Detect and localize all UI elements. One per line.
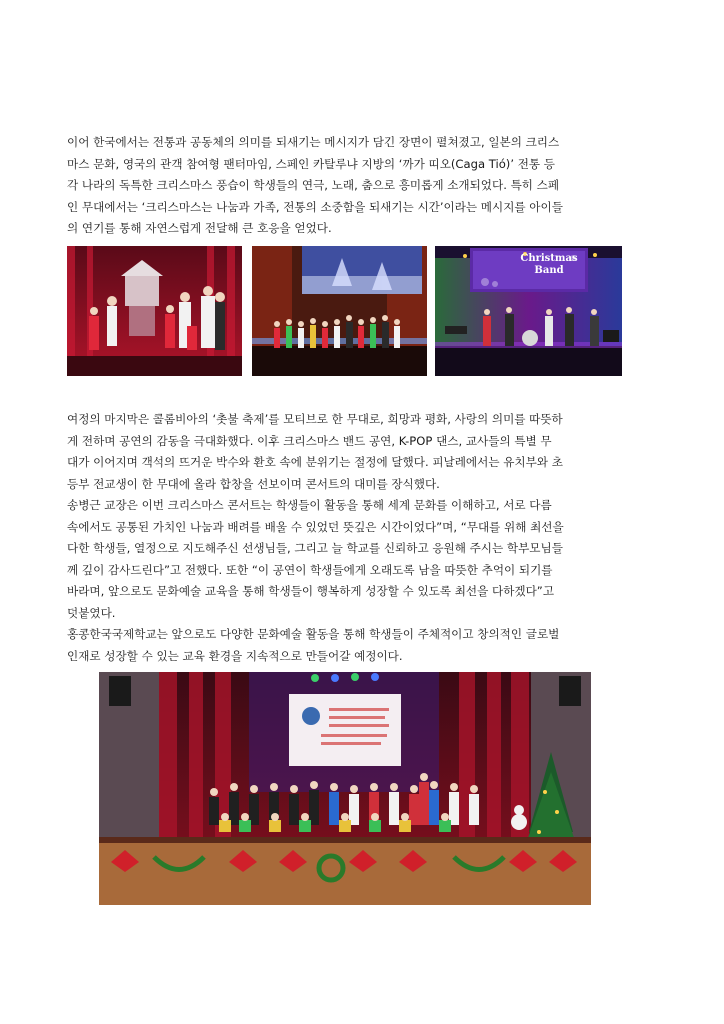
text-line: 홍콩한국국제학교는 앞으로도 다양한 문화예술 활동을 통해 학생들이 주체적이고 창의적인 글로벌	[67, 627, 560, 641]
text-line: 송병근 교장은 이번 크리스마스 콘서트는 학생들이 활동을 통해 세계 문화를 이해하고, 서로 다름	[67, 498, 552, 512]
photo-stage-play	[67, 246, 242, 376]
photo-group-finale	[99, 672, 591, 905]
photo-christmas-band	[435, 246, 622, 376]
text-line: 속에서도 공통된 가치인 나눔과 배려를 배울 수 있었던 뜻깊은 시간이었다”며, “무대를 위해 최선을	[67, 519, 564, 534]
text-line: 바라며, 앞으로도 문화예술 교육을 통해 학생들이 행복하게 성장할 수 있도록 최선을 다하겠다”고	[67, 584, 555, 598]
text-line: 이어 한국에서는 전통과 공동체의 의미를 되새기는 메시지가 담긴 장면이 펼쳐졌고, 일본의 크리스	[67, 135, 560, 149]
band-banner	[493, 250, 605, 290]
text-line: 여정의 마지막은 콜롬비아의 ‘촛불 축제’를 모티브로 한 무대로, 희망과 평화, 사랑의 의미를 따뜻하	[67, 412, 563, 426]
text-line: 의 연기를 통해 자연스럽게 전달해 큰 호응을 얻었다.	[67, 221, 332, 235]
photo-winter-stage	[252, 246, 427, 376]
text-line: 등부 전교생이 한 무대에 올라 합창을 선보이며 콘서트의 대미를 장식했다.	[67, 476, 440, 491]
article-paragraph-1	[67, 132, 623, 240]
text-line: 덧붙였다.	[67, 605, 116, 620]
text-line: 마스 문화, 영국의 관객 참여형 팬터마임, 스페인 카탈루냐 지방의 ‘까가 띠오(Caga Tió)’ 전통 등	[67, 156, 555, 171]
text-line: 인 무대에서는 ‘크리스마스는 나눔과 가족, 전통의 소중함을 되새기는 시간’이라는 메시지를 아이들	[67, 199, 563, 214]
text-line: 께 깊이 감사드린다”고 전했다. 또한 “이 공연이 학생들에게 오래도록 남을 따뜻한 추억이 되기를	[67, 562, 553, 577]
text-line: 각 나라의 독특한 크리스마스 풍습이 학생들의 연극, 노래, 춤으로 흥미롭게 소개되었다. 특히 스페	[67, 178, 560, 192]
banner-line-1: Christmas	[520, 253, 578, 264]
banner-line-2: Band	[534, 265, 564, 276]
article-paragraph-2	[67, 409, 623, 667]
text-line: 인재로 성장할 수 있는 교육 환경을 지속적으로 만들어갈 예정이다.	[67, 648, 403, 663]
text-line: 다한 학생들, 열정으로 지도해주신 선생님들, 그리고 늘 학교를 신뢰하고 응원해 주시는 학부모님들	[67, 541, 563, 555]
text-line: 게 전하며 공연의 감동을 극대화했다. 이후 크리스마스 밴드 공연, K-POP 댄스, 교사들의 특별 무	[67, 433, 552, 448]
text-line: 대가 이어지며 객석의 뜨거운 박수와 환호 속에 분위기는 절정에 달했다. 피날레에서는 유치부와 초	[67, 455, 563, 469]
